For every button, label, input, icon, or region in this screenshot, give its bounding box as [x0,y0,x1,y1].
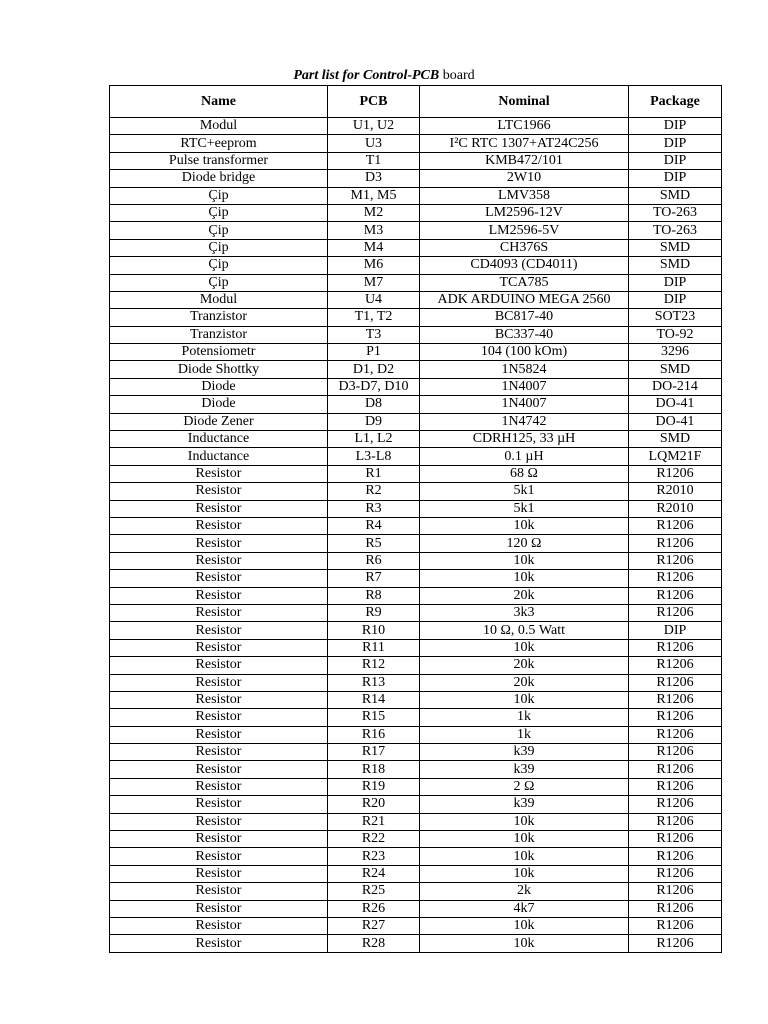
cell-package: LQM21F [629,448,722,465]
column-header-nominal: Nominal [420,86,629,118]
cell-package: R1206 [629,796,722,813]
table-row [110,257,722,274]
cell-pcb: R6 [328,552,420,569]
table-row [110,222,722,239]
cell-pcb: M3 [328,222,420,239]
column-header-package: Package [629,86,722,118]
table-row [110,326,722,343]
cell-package: DO-214 [629,378,722,395]
cell-package: R1206 [629,813,722,830]
cell-package: TO-263 [629,222,722,239]
cell-nominal: ADK ARDUINO MEGA 2560 [420,291,629,308]
cell-nominal: 2W10 [420,170,629,187]
cell-pcb: R16 [328,726,420,743]
cell-nominal: 10k [420,570,629,587]
cell-package: SMD [629,239,722,256]
cell-pcb: R7 [328,570,420,587]
cell-package: DIP [629,135,722,152]
cell-pcb: R22 [328,831,420,848]
cell-pcb: R21 [328,813,420,830]
cell-package: R1206 [629,587,722,604]
table-row [110,726,722,743]
cell-package: SMD [629,187,722,204]
table-row [110,831,722,848]
cell-package: R1206 [629,865,722,882]
cell-nominal: 3k3 [420,604,629,621]
table-row [110,448,722,465]
cell-pcb: T1 [328,152,420,169]
cell-pcb: R11 [328,639,420,656]
cell-nominal: KMB472/101 [420,152,629,169]
cell-pcb: T1, T2 [328,309,420,326]
cell-pcb: R4 [328,517,420,534]
cell-pcb: D8 [328,396,420,413]
cell-pcb: M4 [328,239,420,256]
cell-name: Çip [110,274,328,291]
cell-package: R1206 [629,883,722,900]
cell-name: Resistor [110,552,328,569]
cell-pcb: D1, D2 [328,361,420,378]
cell-package: 3296 [629,344,722,361]
cell-nominal: 5k1 [420,483,629,500]
cell-nominal: I²C RTC 1307+AT24C256 [420,135,629,152]
cell-name: Resistor [110,622,328,639]
cell-nominal: 0.1 µH [420,448,629,465]
cell-pcb: R17 [328,744,420,761]
cell-name: Diode [110,378,328,395]
table-header-row [110,86,722,118]
table-body [110,118,722,953]
cell-package: TO-263 [629,204,722,221]
cell-name: Çip [110,257,328,274]
cell-pcb: D9 [328,413,420,430]
table-row [110,709,722,726]
table-row [110,204,722,221]
table-row [110,778,722,795]
cell-name: Tranzistor [110,309,328,326]
table-row [110,431,722,448]
cell-nominal: 2 Ω [420,778,629,795]
cell-name: Resistor [110,848,328,865]
cell-nominal: LM2596-12V [420,204,629,221]
cell-name: Modul [110,118,328,135]
cell-pcb: U3 [328,135,420,152]
cell-name: Resistor [110,483,328,500]
cell-name: RTC+eeprom [110,135,328,152]
cell-package: DO-41 [629,396,722,413]
cell-package: DO-41 [629,413,722,430]
cell-package: R1206 [629,726,722,743]
cell-nominal: LTC1966 [420,118,629,135]
cell-nominal: 4k7 [420,900,629,917]
cell-name: Diode [110,396,328,413]
cell-nominal: 10k [420,639,629,656]
cell-nominal: k39 [420,796,629,813]
cell-pcb: R23 [328,848,420,865]
table-row [110,552,722,569]
cell-package: R1206 [629,848,722,865]
cell-package: R1206 [629,935,722,952]
cell-pcb: R13 [328,674,420,691]
cell-package: DIP [629,152,722,169]
cell-pcb: L1, L2 [328,431,420,448]
cell-name: Inductance [110,448,328,465]
cell-name: Resistor [110,639,328,656]
table-row [110,900,722,917]
table-row [110,118,722,135]
cell-name: Resistor [110,900,328,917]
table-row [110,674,722,691]
cell-pcb: R28 [328,935,420,952]
table-row [110,883,722,900]
cell-name: Resistor [110,674,328,691]
cell-package: R2010 [629,483,722,500]
cell-nominal: 10k [420,935,629,952]
cell-nominal: TCA785 [420,274,629,291]
table-row [110,744,722,761]
cell-package: R1206 [629,917,722,934]
cell-pcb: R27 [328,917,420,934]
cell-name: Resistor [110,570,328,587]
cell-nominal: 20k [420,587,629,604]
cell-package: R2010 [629,500,722,517]
table-row [110,361,722,378]
cell-name: Pulse transformer [110,152,328,169]
cell-nominal: LM2596-5V [420,222,629,239]
table-row [110,187,722,204]
table-row [110,657,722,674]
cell-name: Çip [110,187,328,204]
cell-nominal: 1k [420,726,629,743]
cell-nominal: k39 [420,744,629,761]
cell-nominal: 1N5824 [420,361,629,378]
cell-package: SOT23 [629,309,722,326]
table-row [110,274,722,291]
table-row [110,500,722,517]
cell-nominal: 10 Ω, 0.5 Watt [420,622,629,639]
cell-nominal: BC337-40 [420,326,629,343]
title-suffix: board [439,68,475,83]
table-row [110,517,722,534]
cell-nominal: CDRH125, 33 µH [420,431,629,448]
cell-pcb: R5 [328,535,420,552]
cell-name: Diode Shottky [110,361,328,378]
table-row [110,761,722,778]
cell-pcb: R18 [328,761,420,778]
cell-nominal: 10k [420,813,629,830]
cell-pcb: R10 [328,622,420,639]
cell-package: R1206 [629,778,722,795]
cell-package: R1206 [629,639,722,656]
cell-nominal: 5k1 [420,500,629,517]
cell-name: Diode Zener [110,413,328,430]
part-list-table [109,85,722,953]
cell-package: R1206 [629,761,722,778]
cell-package: R1206 [629,709,722,726]
table-row [110,604,722,621]
cell-pcb: M6 [328,257,420,274]
table-row [110,309,722,326]
cell-pcb: L3-L8 [328,448,420,465]
cell-package: R1206 [629,691,722,708]
cell-nominal: BC817-40 [420,309,629,326]
cell-nominal: 1N4007 [420,396,629,413]
cell-pcb: U1, U2 [328,118,420,135]
cell-nominal: 2k [420,883,629,900]
cell-name: Resistor [110,500,328,517]
cell-pcb: R14 [328,691,420,708]
cell-package: R1206 [629,604,722,621]
cell-name: Inductance [110,431,328,448]
table-row [110,796,722,813]
cell-package: DIP [629,622,722,639]
cell-pcb: R26 [328,900,420,917]
title-emphasis: Part list for Control-PCB [293,68,440,83]
cell-name: Çip [110,204,328,221]
cell-name: Resistor [110,535,328,552]
cell-name: Resistor [110,796,328,813]
cell-nominal: k39 [420,761,629,778]
cell-name: Resistor [110,831,328,848]
cell-name: Modul [110,291,328,308]
cell-package: R1206 [629,535,722,552]
cell-pcb: P1 [328,344,420,361]
table-row [110,465,722,482]
cell-package: SMD [629,257,722,274]
cell-pcb: R12 [328,657,420,674]
table-row [110,622,722,639]
cell-pcb: M2 [328,204,420,221]
cell-package: R1206 [629,831,722,848]
table-row [110,239,722,256]
cell-pcb: R8 [328,587,420,604]
table-row [110,413,722,430]
cell-pcb: M1, M5 [328,187,420,204]
cell-name: Resistor [110,726,328,743]
cell-nominal: 20k [420,657,629,674]
table-row [110,152,722,169]
cell-nominal: 1N4007 [420,378,629,395]
table-row [110,135,722,152]
cell-name: Resistor [110,709,328,726]
cell-pcb: R2 [328,483,420,500]
cell-nominal: 10k [420,831,629,848]
cell-nominal: 1N4742 [420,413,629,430]
cell-name: Resistor [110,744,328,761]
cell-pcb: R25 [328,883,420,900]
table-row [110,639,722,656]
cell-nominal: LMV358 [420,187,629,204]
cell-nominal: 10k [420,917,629,934]
table-row [110,483,722,500]
cell-nominal: 10k [420,691,629,708]
cell-package: SMD [629,431,722,448]
cell-name: Çip [110,239,328,256]
cell-name: Resistor [110,517,328,534]
cell-name: Resistor [110,865,328,882]
table-row [110,848,722,865]
cell-package: R1206 [629,900,722,917]
cell-nominal: CH376S [420,239,629,256]
cell-nominal: 104 (100 kOm) [420,344,629,361]
cell-pcb: R15 [328,709,420,726]
cell-name: Resistor [110,917,328,934]
column-header-name: Name [110,86,328,118]
cell-name: Resistor [110,813,328,830]
cell-pcb: R9 [328,604,420,621]
cell-package: R1206 [629,552,722,569]
cell-package: DIP [629,170,722,187]
cell-pcb: M7 [328,274,420,291]
cell-name: Resistor [110,691,328,708]
table-row [110,917,722,934]
cell-pcb: D3 [328,170,420,187]
cell-name: Resistor [110,587,328,604]
cell-nominal: 10k [420,865,629,882]
table-row [110,291,722,308]
cell-package: R1206 [629,744,722,761]
cell-pcb: T3 [328,326,420,343]
cell-pcb: R20 [328,796,420,813]
cell-package: R1206 [629,674,722,691]
cell-nominal: 10k [420,848,629,865]
cell-name: Resistor [110,935,328,952]
cell-name: Diode bridge [110,170,328,187]
cell-nominal: 10k [420,552,629,569]
cell-name: Potensiometr [110,344,328,361]
table-row [110,170,722,187]
cell-nominal: 10k [420,517,629,534]
cell-pcb: R19 [328,778,420,795]
cell-name: Resistor [110,761,328,778]
cell-nominal: 20k [420,674,629,691]
cell-name: Resistor [110,883,328,900]
cell-package: DIP [629,291,722,308]
cell-nominal: 68 Ω [420,465,629,482]
table-row [110,587,722,604]
table-row [110,935,722,952]
cell-pcb: U4 [328,291,420,308]
page-title [0,67,768,85]
cell-name: Resistor [110,778,328,795]
cell-nominal: 120 Ω [420,535,629,552]
cell-package: TO-92 [629,326,722,343]
table-row [110,344,722,361]
cell-package: R1206 [629,517,722,534]
cell-package: R1206 [629,465,722,482]
cell-pcb: R24 [328,865,420,882]
cell-pcb: D3-D7, D10 [328,378,420,395]
cell-name: Resistor [110,657,328,674]
column-header-pcb: PCB [328,86,420,118]
table-row [110,378,722,395]
table-row [110,813,722,830]
table-row [110,691,722,708]
cell-name: Tranzistor [110,326,328,343]
cell-pcb: R3 [328,500,420,517]
table-row [110,865,722,882]
cell-name: Resistor [110,604,328,621]
cell-nominal: CD4093 (CD4011) [420,257,629,274]
table-row [110,570,722,587]
cell-package: R1206 [629,570,722,587]
cell-nominal: 1k [420,709,629,726]
cell-package: DIP [629,274,722,291]
table-row [110,535,722,552]
cell-pcb: R1 [328,465,420,482]
cell-name: Çip [110,222,328,239]
cell-package: R1206 [629,657,722,674]
cell-package: SMD [629,361,722,378]
cell-package: DIP [629,118,722,135]
table-row [110,396,722,413]
cell-name: Resistor [110,465,328,482]
